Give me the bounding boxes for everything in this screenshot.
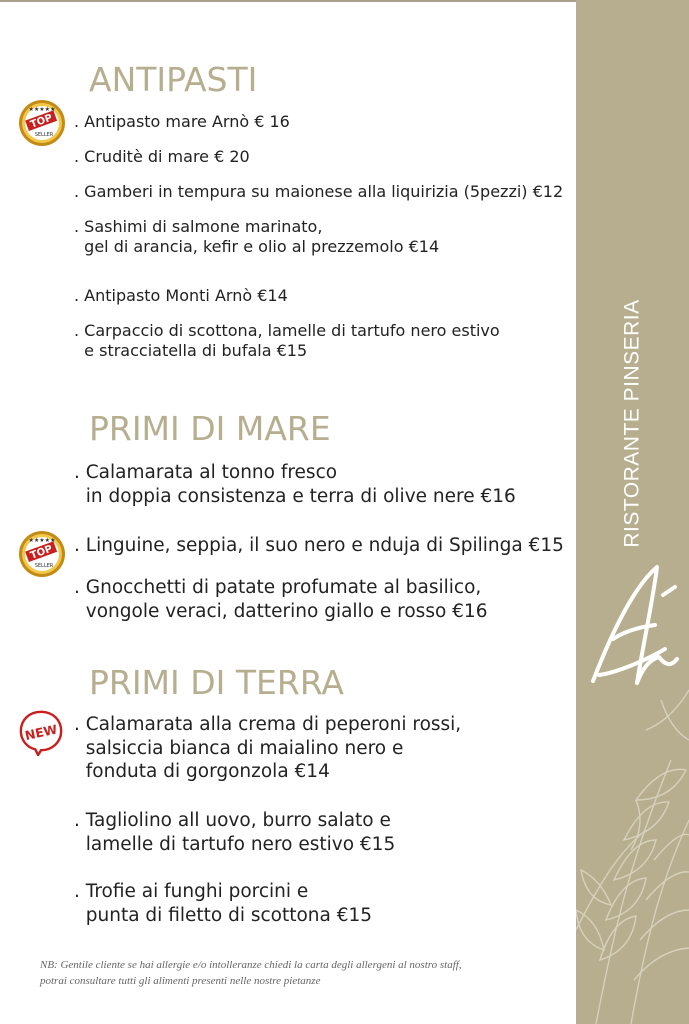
menu-item: . Sashimi di salmone marinato, gel di arancia, kefir e olio al prezzemolo €14	[74, 217, 440, 257]
menu-item: . Gnocchetti di patate profumate al basilico, vongole veraci, datterino giallo e rosso €16	[74, 577, 488, 622]
menu-item: . Gamberi in tempura su maionese alla liquirizia (5pezzi) €12	[74, 182, 564, 201]
svg-text:NEW: NEW	[23, 721, 59, 744]
menu-item: . Trofie ai funghi porcini e punta di filetto di scottona €15	[74, 881, 373, 926]
svg-text:TOP: TOP	[28, 112, 55, 131]
top-seller-badge-icon	[17, 529, 67, 579]
allergen-note-line: potrai consultare tutti gli alimenti presenti nelle nostre pietanze	[40, 975, 321, 987]
svg-text:SELLER: SELLER	[34, 132, 54, 138]
new-badge-icon	[17, 708, 65, 756]
arno-logo	[585, 555, 680, 695]
allergen-note	[40, 957, 560, 989]
svg-text:★★★★★: ★★★★★	[28, 537, 56, 544]
section-title-primi-di-mare: PRIMI DI MARE	[89, 409, 331, 448]
allergen-note-line: NB: Gentile cliente se hai allergie e/o intolleranze chiedi la carta degli allergeni al nostro staff,	[40, 959, 462, 971]
menu-item: . Calamarata al tonno fresco in doppia consistenza e terra di olive nere €16	[74, 462, 516, 507]
svg-text:SELLER: SELLER	[34, 563, 54, 569]
menu-item: . Carpaccio di scottona, lamelle di tartufo nero estivo e stracciatella di bufala €15	[74, 321, 500, 361]
menu-item: . Linguine, seppia, il suo nero e nduja di Spilinga €15	[74, 535, 564, 556]
section-title-primi-di-terra: PRIMI DI TERRA	[89, 663, 344, 702]
svg-text:★★★★★: ★★★★★	[28, 106, 56, 113]
menu-item: . Cruditè di mare € 20	[74, 147, 250, 166]
menu-item: . Calamarata alla crema di peperoni rossi, salsiccia bianca di maialino nero e fonduta di gorgonzola €14	[74, 714, 462, 783]
top-seller-badge-icon	[17, 98, 67, 148]
menu-item: . Antipasto Monti Arnò €14	[74, 286, 288, 305]
svg-text:TOP: TOP	[28, 543, 55, 562]
menu-item: . Tagliolino all uovo, burro salato e lamelle di tartufo nero estivo €15	[74, 810, 396, 855]
menu-item: . Antipasto mare Arnò € 16	[74, 112, 290, 131]
section-title-antipasti: ANTIPASTI	[89, 60, 258, 99]
brand-subtitle: RISTORANTE PINSERIA	[620, 299, 644, 548]
